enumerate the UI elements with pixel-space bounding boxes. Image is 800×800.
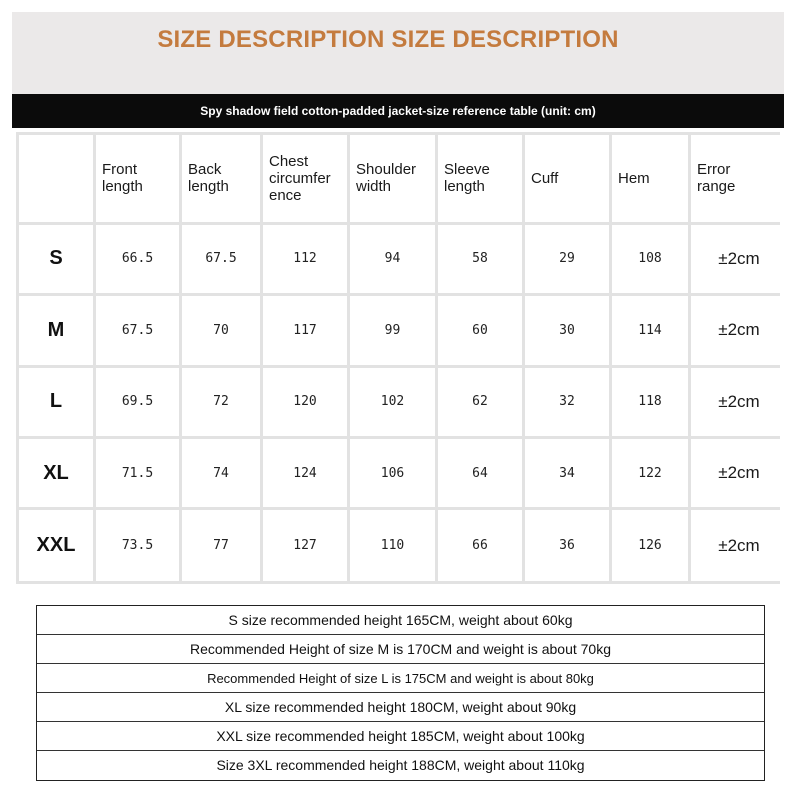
recommendation-list <box>36 605 765 781</box>
column-header: Hem <box>612 135 688 222</box>
measurement-cell: 127 <box>263 510 347 581</box>
measurement-cell: 112 <box>263 225 347 293</box>
measurement-cell: 74 <box>182 439 260 507</box>
recommendation-row: XXL size recommended height 185CM, weight about 100kg <box>37 722 764 751</box>
measurement-cell: 118 <box>612 368 688 436</box>
measurement-cell: 60 <box>438 296 522 364</box>
size-table-container <box>16 132 780 584</box>
error-range-cell: ±2cm <box>691 510 787 581</box>
measurement-cell: 77 <box>182 510 260 581</box>
measurement-cell: 94 <box>350 225 435 293</box>
measurement-cell: 69.5 <box>96 368 179 436</box>
measurement-cell: 34 <box>525 439 609 507</box>
size-label: L <box>19 368 93 436</box>
table-row <box>19 510 787 581</box>
measurement-cell: 64 <box>438 439 522 507</box>
measurement-cell: 32 <box>525 368 609 436</box>
measurement-cell: 67.5 <box>96 296 179 364</box>
error-range-cell: ±2cm <box>691 225 787 293</box>
recommendation-row: Size 3XL recommended height 188CM, weight about 110kg <box>216 757 585 773</box>
size-label: S <box>19 225 93 293</box>
recommendation-row: Recommended Height of size L is 175CM and weight is about 80kg <box>37 664 764 693</box>
table-row <box>19 225 787 293</box>
measurement-cell: 120 <box>263 368 347 436</box>
column-header: Cuff <box>525 135 609 222</box>
column-header: Front length <box>96 135 179 222</box>
table-row <box>19 439 787 507</box>
size-label: M <box>19 296 93 364</box>
table-header-row <box>19 135 787 222</box>
measurement-cell: 71.5 <box>96 439 179 507</box>
table-caption <box>12 94 784 128</box>
measurement-cell: 66 <box>438 510 522 581</box>
column-header <box>19 135 93 222</box>
error-range-cell: ±2cm <box>691 296 787 364</box>
recommendation-row: Recommended Height of size M is 170CM and weight is about 70kg <box>37 635 764 664</box>
measurement-cell: 99 <box>350 296 435 364</box>
recommendation-row: S size recommended height 165CM, weight about 60kg <box>37 606 764 635</box>
error-range-cell: ±2cm <box>691 439 787 507</box>
measurement-cell: 117 <box>263 296 347 364</box>
measurement-cell: 70 <box>182 296 260 364</box>
column-header: Shoulder width <box>350 135 435 222</box>
size-table <box>16 132 790 584</box>
measurement-cell: 67.5 <box>182 225 260 293</box>
measurement-cell: 36 <box>525 510 609 581</box>
measurement-cell: 106 <box>350 439 435 507</box>
column-header: Chest circumfer ence <box>263 135 347 222</box>
page-title: SIZE DESCRIPTION SIZE DESCRIPTION <box>157 26 619 53</box>
measurement-cell: 124 <box>263 439 347 507</box>
measurement-cell: 110 <box>350 510 435 581</box>
table-caption-text: Spy shadow field cotton-padded jacket-size reference table (unit: cm) <box>200 104 596 118</box>
measurement-cell: 102 <box>350 368 435 436</box>
measurement-cell: 73.5 <box>96 510 179 581</box>
size-label: XXL <box>19 510 93 581</box>
measurement-cell: 30 <box>525 296 609 364</box>
measurement-cell: 108 <box>612 225 688 293</box>
size-label: XL <box>19 439 93 507</box>
measurement-cell: 126 <box>612 510 688 581</box>
column-header: Error range <box>691 135 787 222</box>
recommendation-row: XL size recommended height 180CM, weight about 90kg <box>37 693 764 722</box>
measurement-cell: 114 <box>612 296 688 364</box>
measurement-cell: 72 <box>182 368 260 436</box>
error-range-cell: ±2cm <box>691 368 787 436</box>
measurement-cell: 66.5 <box>96 225 179 293</box>
measurement-cell: 58 <box>438 225 522 293</box>
table-row <box>19 368 787 436</box>
column-header: Sleeve length <box>438 135 522 222</box>
measurement-cell: 29 <box>525 225 609 293</box>
measurement-cell: 122 <box>612 439 688 507</box>
measurement-cell: 62 <box>438 368 522 436</box>
table-row <box>19 296 787 364</box>
column-header: Back length <box>182 135 260 222</box>
